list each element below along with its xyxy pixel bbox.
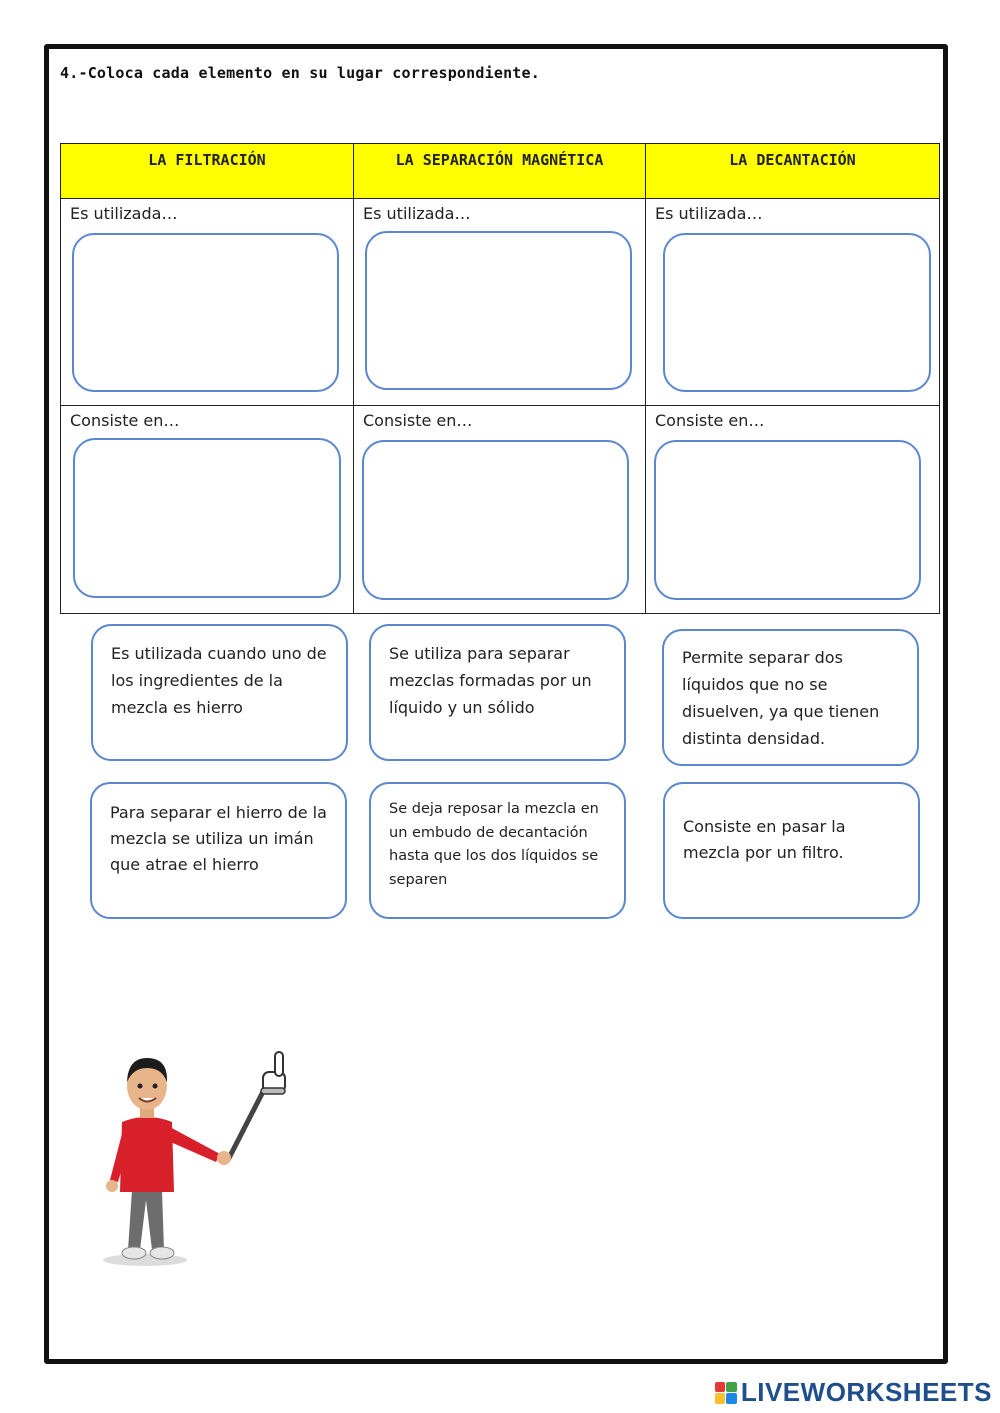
cell-magnetica-uso [354, 199, 646, 406]
cell-magnetica-consiste [354, 406, 646, 614]
cell-label: Consiste en… [363, 411, 473, 430]
header-decantacion: LA DECANTACIÓN [646, 144, 940, 199]
liveworksheets-logo-icon [715, 1382, 737, 1404]
drop-zone-magnetica-uso[interactable] [365, 231, 632, 390]
cell-label: Consiste en… [70, 411, 180, 430]
cell-decantacion-consiste [646, 406, 940, 614]
cell-filtracion-uso [61, 199, 354, 406]
answer-card-6[interactable]: Consiste en pasar la mezcla por un filtro. [663, 782, 920, 919]
drop-zone-magnetica-consiste[interactable] [362, 440, 629, 600]
answer-card-2[interactable]: Se utiliza para separar mezclas formadas por un líquido y un sólido [369, 624, 626, 761]
cell-decantacion-uso [646, 199, 940, 406]
cell-label: Es utilizada… [363, 204, 471, 223]
drop-zone-filtracion-consiste[interactable] [73, 438, 341, 598]
drop-zone-filtracion-uso[interactable] [72, 233, 339, 392]
answer-card-3[interactable]: Permite separar dos líquidos que no se disuelven, ya que tienen distinta densidad. [662, 629, 919, 766]
answer-card-4[interactable]: Para separar el hierro de la mezcla se utiliza un imán que atrae el hierro [90, 782, 347, 919]
cell-label: Es utilizada… [70, 204, 178, 223]
drop-zone-decantacion-consiste[interactable] [654, 440, 921, 600]
drop-zone-decantacion-uso[interactable] [663, 233, 931, 392]
liveworksheets-brand [715, 1377, 992, 1408]
cell-label: Consiste en… [655, 411, 765, 430]
answer-card-1[interactable]: Es utilizada cuando uno de los ingredientes de la mezcla es hierro [91, 624, 348, 761]
header-separacion-magnetica: LA SEPARACIÓN MAGNÉTICA [354, 144, 646, 199]
brand-name: LIVEWORKSHEETS [740, 1377, 992, 1407]
cell-label: Es utilizada… [655, 204, 763, 223]
teacher-avatar-icon [100, 1050, 300, 1270]
answer-card-5[interactable]: Se deja reposar la mezcla en un embudo de decantación hasta que los dos líquidos se separen [369, 782, 626, 919]
exercise-title: 4.-Coloca cada elemento en su lugar correspondiente. [60, 64, 540, 82]
header-filtracion: LA FILTRACIÓN [61, 144, 354, 199]
classification-table [60, 143, 940, 614]
cell-filtracion-consiste [61, 406, 354, 614]
